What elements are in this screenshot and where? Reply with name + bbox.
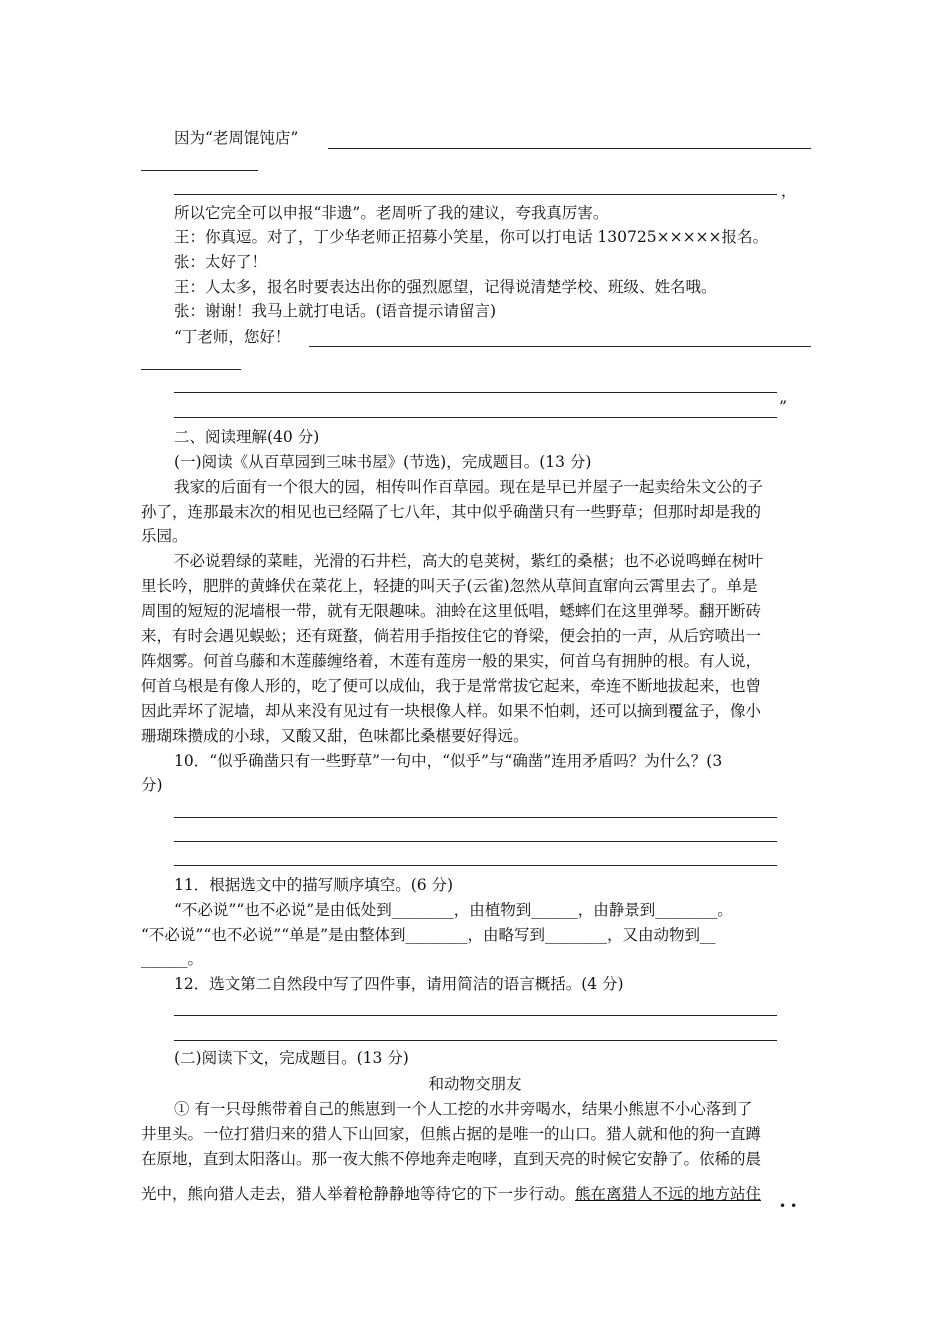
dialogue-line: 张：太好了！ xyxy=(174,253,268,271)
question-12: 12．选文第二自然段中写了四件事，请用简洁的语言概括。(4 分) xyxy=(174,975,624,993)
paragraph-line: 不必说碧绿的菜畦，光滑的石井栏，高大的皂荚树，紫红的桑椹；也不必说鸣蝉在树叶 xyxy=(174,552,764,570)
dialogue-line: “丁老师，您好！ xyxy=(174,328,291,346)
paragraph-line: 珊瑚珠攒成的小球，又酸又甜，色味都比桑椹要好得远。 xyxy=(141,727,529,745)
paragraph-line: 周围的短短的泥墙根一带，就有无限趣味。油蛉在这里低唱，蟋蟀们在这里弹琴。翻开断砖 xyxy=(141,602,762,620)
answer-blank[interactable] xyxy=(174,817,777,818)
paragraph-line: 我家的后面有一个很大的园，相传叫作百草园。现在是早已并屋子一起卖给朱文公的子 xyxy=(174,478,764,496)
question-10-cont: 分) xyxy=(141,776,163,794)
paragraph-line: 里长吟，肥胖的黄蜂伏在菜花上，轻捷的叫天子(云雀)忽然从草间直窜向云霄里去了。单是 xyxy=(141,577,758,595)
answer-blank[interactable] xyxy=(174,865,777,866)
paragraph-text: 光中，熊向猎人走去，猎人举着枪静静地等待它的下一步行动。 xyxy=(141,1185,576,1203)
paragraph-line: 阵烟雾。何首乌藤和木莲藤缠络着，木莲有莲房一般的果实，何首乌有拥肿的根。有人说， xyxy=(141,652,762,670)
paragraph-line: 来，有时会遇见蜈蚣；还有斑蝥，倘若用手指按住它的脊梁，便会拍的一声，从后窍喷出一 xyxy=(141,627,762,645)
answer-blank[interactable] xyxy=(174,1040,777,1041)
underlined-sentence: 熊在离猎人不远的地方站住 xyxy=(575,1185,762,1203)
question-11-line: ______。 xyxy=(141,950,204,968)
answer-blank[interactable] xyxy=(174,1015,777,1016)
section-heading: 二、阅读理解(40 分) xyxy=(174,428,320,446)
question-10: 10．“似乎确凿只有一些野草”一句中，“似乎”与“确凿”连用矛盾吗？为什么？(3 xyxy=(174,752,723,770)
paragraph-line xyxy=(141,1183,811,1205)
paragraph-line: 在原地，直到太阳落山。那一夜大熊不停地奔走咆哮，直到天亮的时候它安静了。依稀的晨 xyxy=(141,1150,762,1168)
question-intro: (一)阅读《从百草园到三味书屋》(节选)，完成题目。(13 分) xyxy=(174,453,592,471)
answer-blank[interactable] xyxy=(141,170,258,171)
question-11: 11．根据选文中的描写顺序填空。(6 分) xyxy=(174,876,454,894)
paragraph-line: 井里头。一位打猎归来的猎人下山回家，但熊占据的是唯一的山口。猎人就和他的狗一直蹲 xyxy=(141,1125,762,1143)
paragraph-line: ① 有一只母熊带着自己的熊崽到一个人工挖的水井旁喝水，结果小熊崽不小心落到了 xyxy=(174,1100,753,1118)
punctuation: ， xyxy=(781,182,797,200)
paragraph-line: 因此弄坏了泥墙，却从来没有见过有一块根像人样。如果不怕刺，还可以摘到覆盆子，像小 xyxy=(141,702,762,720)
emphasis-dots: •• xyxy=(779,1199,802,1213)
dialogue-line: 所以它完全可以申报“非遗”。老周听了我的建议，夸我真厉害。 xyxy=(174,204,609,222)
dialogue-line: 因为“老周馄饨店” xyxy=(174,129,299,147)
answer-blank[interactable] xyxy=(174,417,777,418)
answer-blank[interactable] xyxy=(141,369,241,370)
dialogue-line: 张：谢谢！我马上就打电话。(语音提示请留言) xyxy=(174,302,497,320)
answer-blank[interactable] xyxy=(328,148,811,149)
answer-blank[interactable] xyxy=(174,841,777,842)
answer-blank[interactable] xyxy=(174,194,777,195)
punctuation: ” xyxy=(779,398,787,416)
question-11-line: “不必说”“也不必说”是由低处到________，由植物到______，由静景到________。 xyxy=(174,901,733,919)
dialogue-line: 王：你真逗。对了，丁少华老师正招募小笑星，你可以打电话 130725×××××报名。 xyxy=(174,228,769,246)
question-11-line: “不必说”“也不必说”“单是”是由整体到________，由略写到________，又由动物到__ xyxy=(141,926,716,944)
question-intro: (二)阅读下文，完成题目。(13 分) xyxy=(174,1049,409,1067)
answer-blank[interactable] xyxy=(174,392,777,393)
dialogue-line: 王：人太多，报名时要表达出你的强烈愿望，记得说清楚学校、班级、姓名哦。 xyxy=(174,278,717,296)
passage-title: 和动物交朋友 xyxy=(428,1075,522,1093)
answer-blank[interactable] xyxy=(309,346,811,347)
paragraph-line: 孙了，连那最末次的相见也已经隔了七八年，其中似乎确凿只有一些野草；但那时却是我的 xyxy=(141,503,762,521)
paragraph-line: 何首乌根是有像人形的，吃了便可以成仙，我于是常常拔它起来，牵连不断地拔起来，也曾 xyxy=(141,677,762,695)
paragraph-line: 乐园。 xyxy=(141,527,188,545)
